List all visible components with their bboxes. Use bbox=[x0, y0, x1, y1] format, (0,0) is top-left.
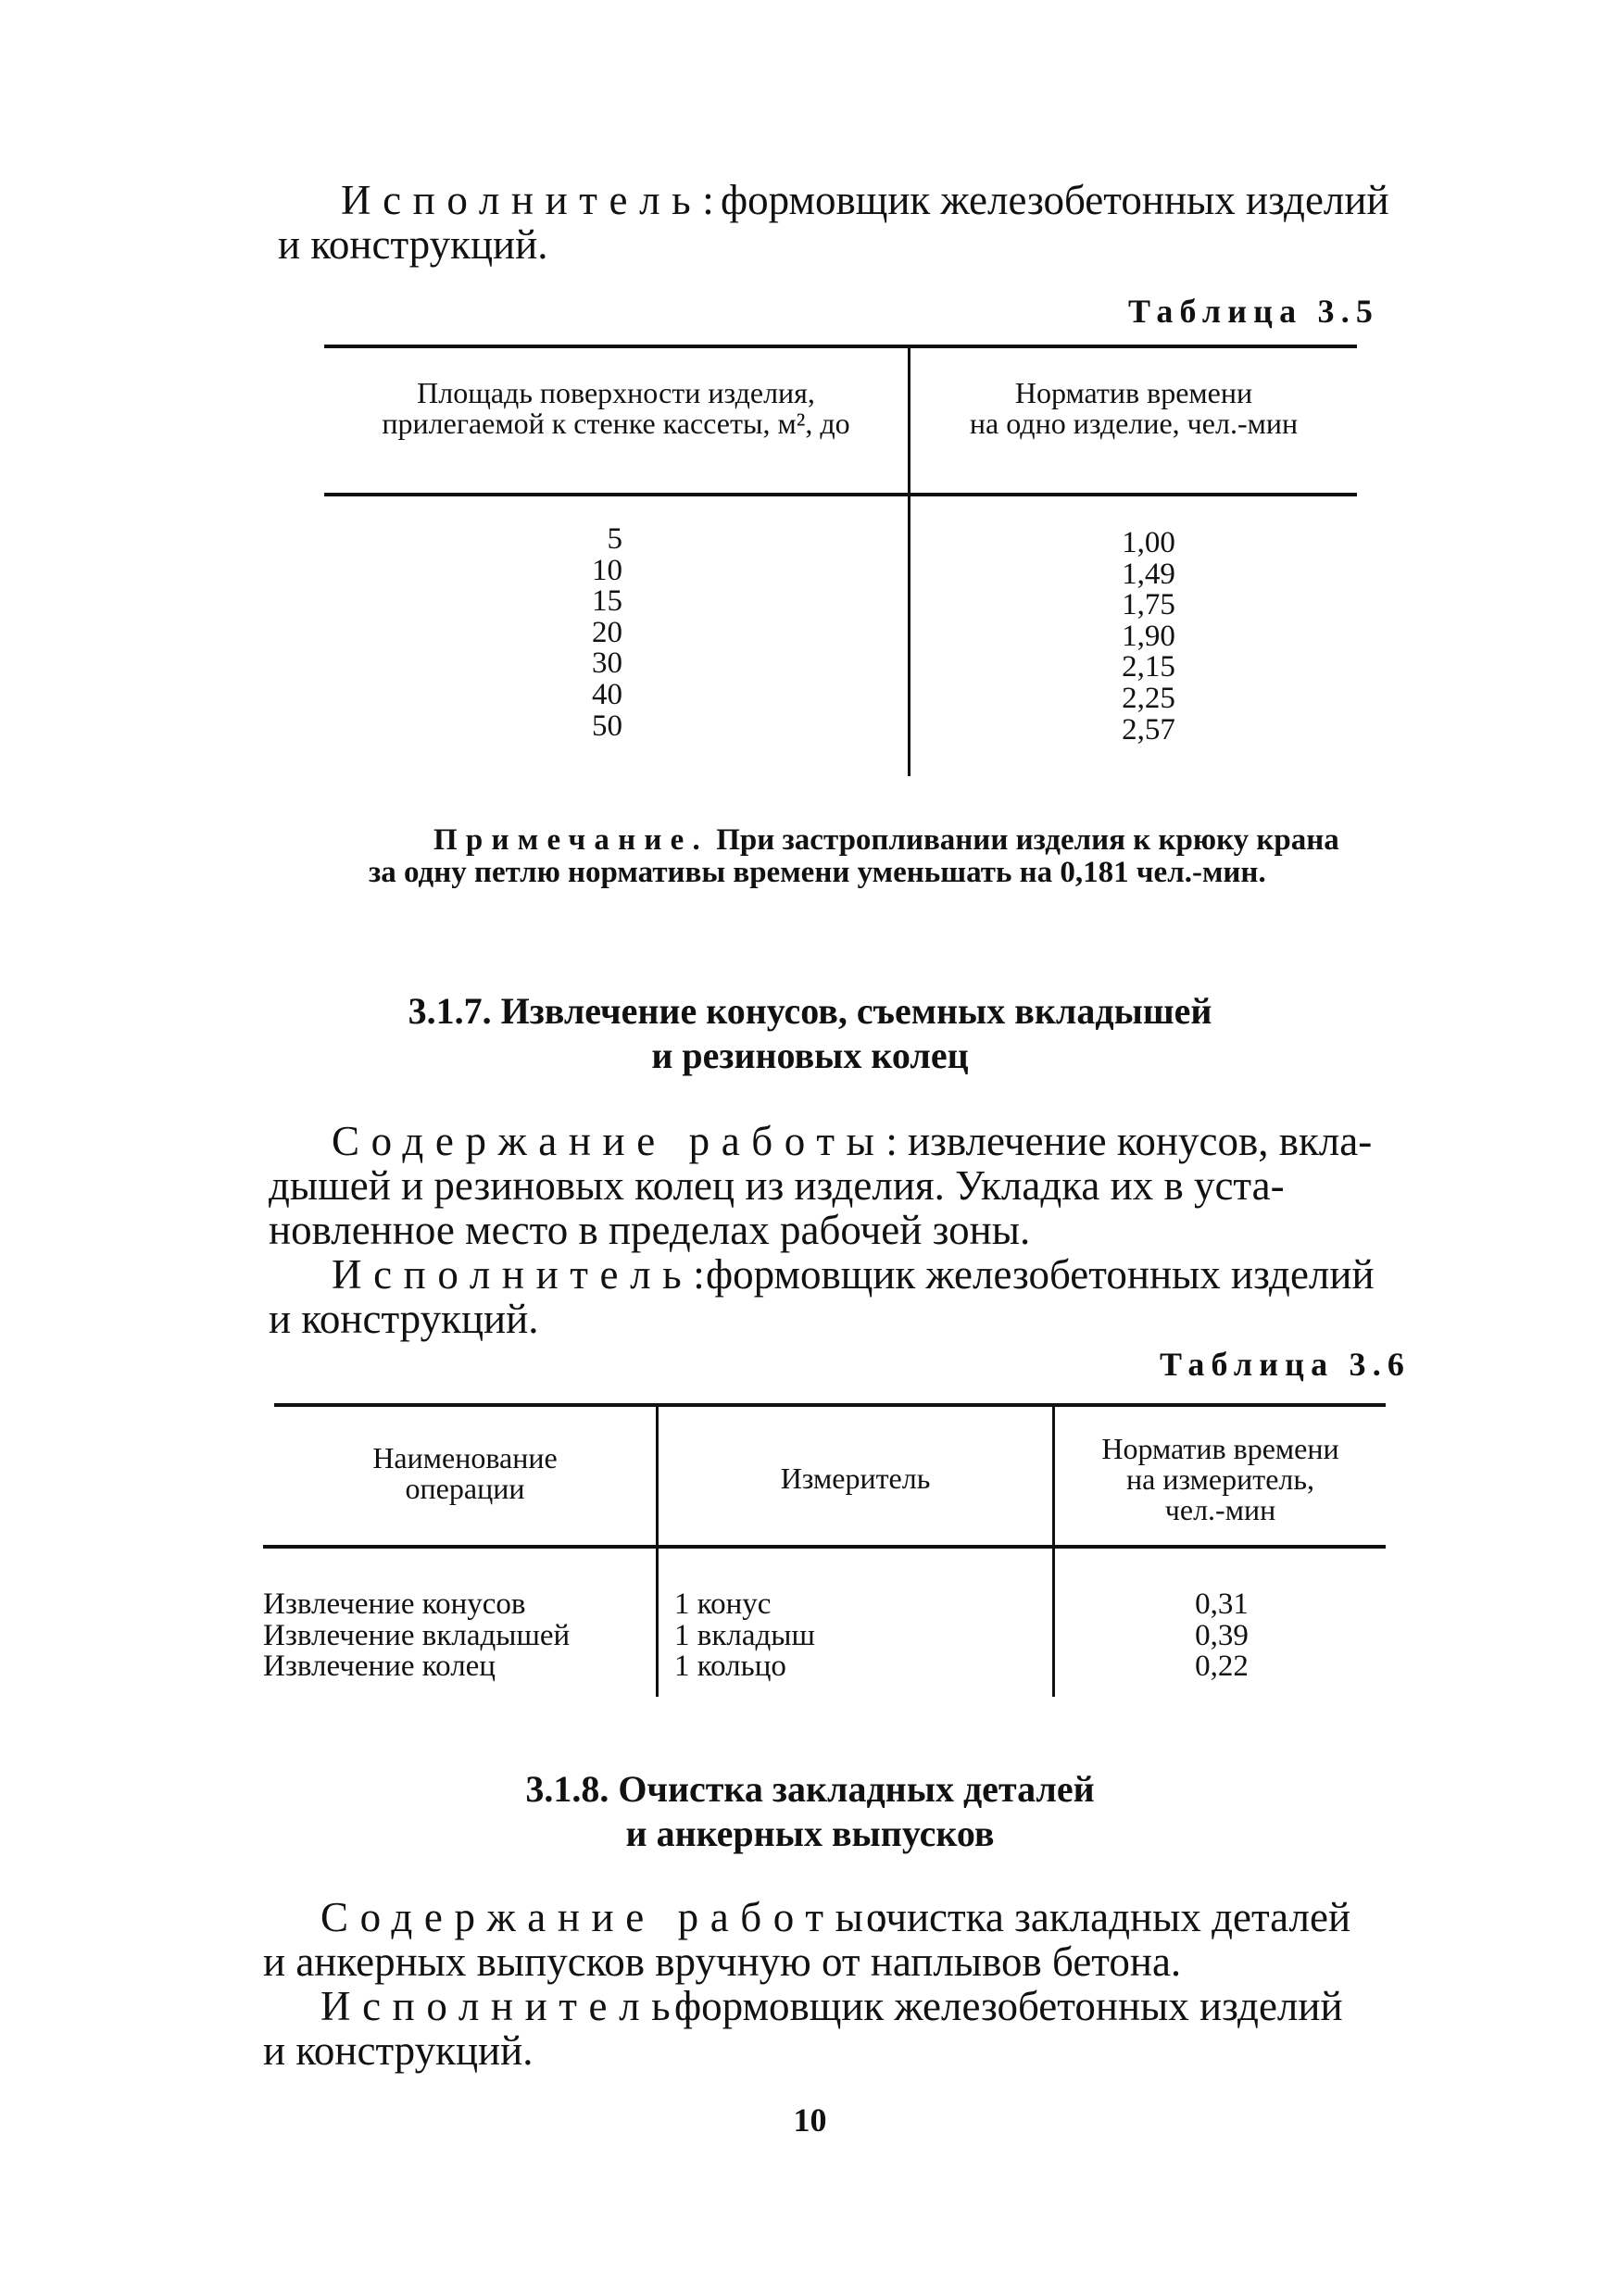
performer-text: формовщик железобетонных изделий bbox=[674, 1983, 1343, 2029]
table-cell: 1,49 bbox=[1122, 557, 1175, 591]
table-note-cont: за одну петлю нормативы времени уменьшать на 0,181 чел.-мин. bbox=[369, 856, 1266, 889]
content-text: извлечение конусов, вкла- bbox=[908, 1118, 1373, 1164]
table-top-rule bbox=[324, 345, 1357, 348]
performer-text-cont: и конструкций. bbox=[269, 1296, 539, 1342]
performer-label: Исполнитель: bbox=[341, 177, 726, 223]
table-cell: 1 вкладыш bbox=[674, 1618, 815, 1652]
table-cell: 1,90 bbox=[1122, 619, 1175, 653]
column-header-norm: Норматив времени на одно изделие, чел.-мин bbox=[969, 376, 1299, 440]
table-cell: 2,15 bbox=[1122, 650, 1175, 684]
column-header-unit: Измеритель bbox=[780, 1462, 931, 1495]
table-header-rule bbox=[324, 493, 1357, 496]
table-note: Примечание. При застропливании изделия к крюку крана bbox=[433, 823, 1339, 857]
content-label: Содержание работы: bbox=[332, 1118, 910, 1164]
content-text-cont: и анкерных выпусков вручную от наплывов бетона. bbox=[263, 1938, 1182, 1985]
page-number: 10 bbox=[793, 2102, 827, 2139]
table-cell: 30 bbox=[592, 646, 622, 681]
table-cell: 2,57 bbox=[1122, 712, 1175, 747]
operation-column bbox=[263, 1589, 570, 1683]
column-header-norm: Норматив времени на измеритель, чел.-мин bbox=[1101, 1432, 1339, 1526]
table-cell: Извлечение конусов bbox=[263, 1587, 526, 1621]
table-cell: 20 bbox=[592, 615, 622, 649]
table-cell: 50 bbox=[592, 709, 622, 743]
performer-text-cont: и конструкций. bbox=[263, 2027, 534, 2074]
table-cell: Извлечение колец bbox=[263, 1650, 496, 1684]
table-divider bbox=[908, 496, 910, 776]
column-header-operation: Наименование операции bbox=[372, 1441, 558, 1505]
content-text-cont: дышей и резиновых колец из изделия. Укладка их в уста- bbox=[269, 1162, 1285, 1209]
table-divider bbox=[1052, 1549, 1055, 1697]
table-cell: 40 bbox=[592, 677, 622, 711]
table-cell: 10 bbox=[592, 553, 622, 587]
performer-text-cont: и конструкций. bbox=[278, 221, 548, 268]
table-header-rule bbox=[263, 1545, 1386, 1549]
column-header-area: Площадь поверхности изделия, прилегаемой к стенке кассеты, м², до bbox=[382, 376, 850, 440]
table-cell: 15 bbox=[592, 584, 622, 619]
area-column bbox=[519, 524, 622, 742]
norm-column bbox=[1056, 528, 1241, 746]
section-title: 3.1.7. Извлечение конусов, съемных вкладышей и резиновых колец bbox=[408, 990, 1212, 1076]
table-cell: 1,75 bbox=[1122, 588, 1175, 622]
table-cell: 5 bbox=[607, 522, 622, 556]
performer-text: формовщик железобетонных изделий bbox=[706, 1251, 1375, 1298]
table-3-6-caption: Таблица 3.6 bbox=[1160, 1346, 1412, 1383]
table-cell: 0,39 bbox=[1195, 1618, 1249, 1652]
content-label: Содержание работы: bbox=[320, 1894, 898, 1940]
performer-label: Исполнитель: bbox=[332, 1251, 717, 1298]
table-cell: 1 кольцо bbox=[674, 1650, 786, 1684]
table-cell: 1 конус bbox=[674, 1587, 772, 1621]
table-cell: 0,22 bbox=[1195, 1650, 1249, 1684]
table-cell: 1,00 bbox=[1122, 526, 1175, 559]
performer-text: формовщик железобетонных изделий bbox=[721, 177, 1389, 223]
table-cell: 2,25 bbox=[1122, 681, 1175, 715]
table-top-rule bbox=[274, 1403, 1386, 1407]
unit-column bbox=[674, 1589, 815, 1683]
performer-label: Исполнитель: bbox=[320, 1983, 706, 2029]
table-divider bbox=[656, 1549, 659, 1697]
table-3-5-caption: Таблица 3.5 bbox=[1128, 293, 1380, 330]
content-text: очистка закладных деталей bbox=[866, 1894, 1351, 1940]
norm-column bbox=[1148, 1589, 1296, 1683]
section-title: 3.1.8. Очистка закладных деталей и анкерных выпусков bbox=[525, 1768, 1095, 1854]
table-cell: 0,31 bbox=[1195, 1587, 1249, 1621]
table-cell: Извлечение вкладышей bbox=[263, 1618, 571, 1652]
content-text-cont: новленное место в пределах рабочей зоны. bbox=[269, 1207, 1031, 1253]
